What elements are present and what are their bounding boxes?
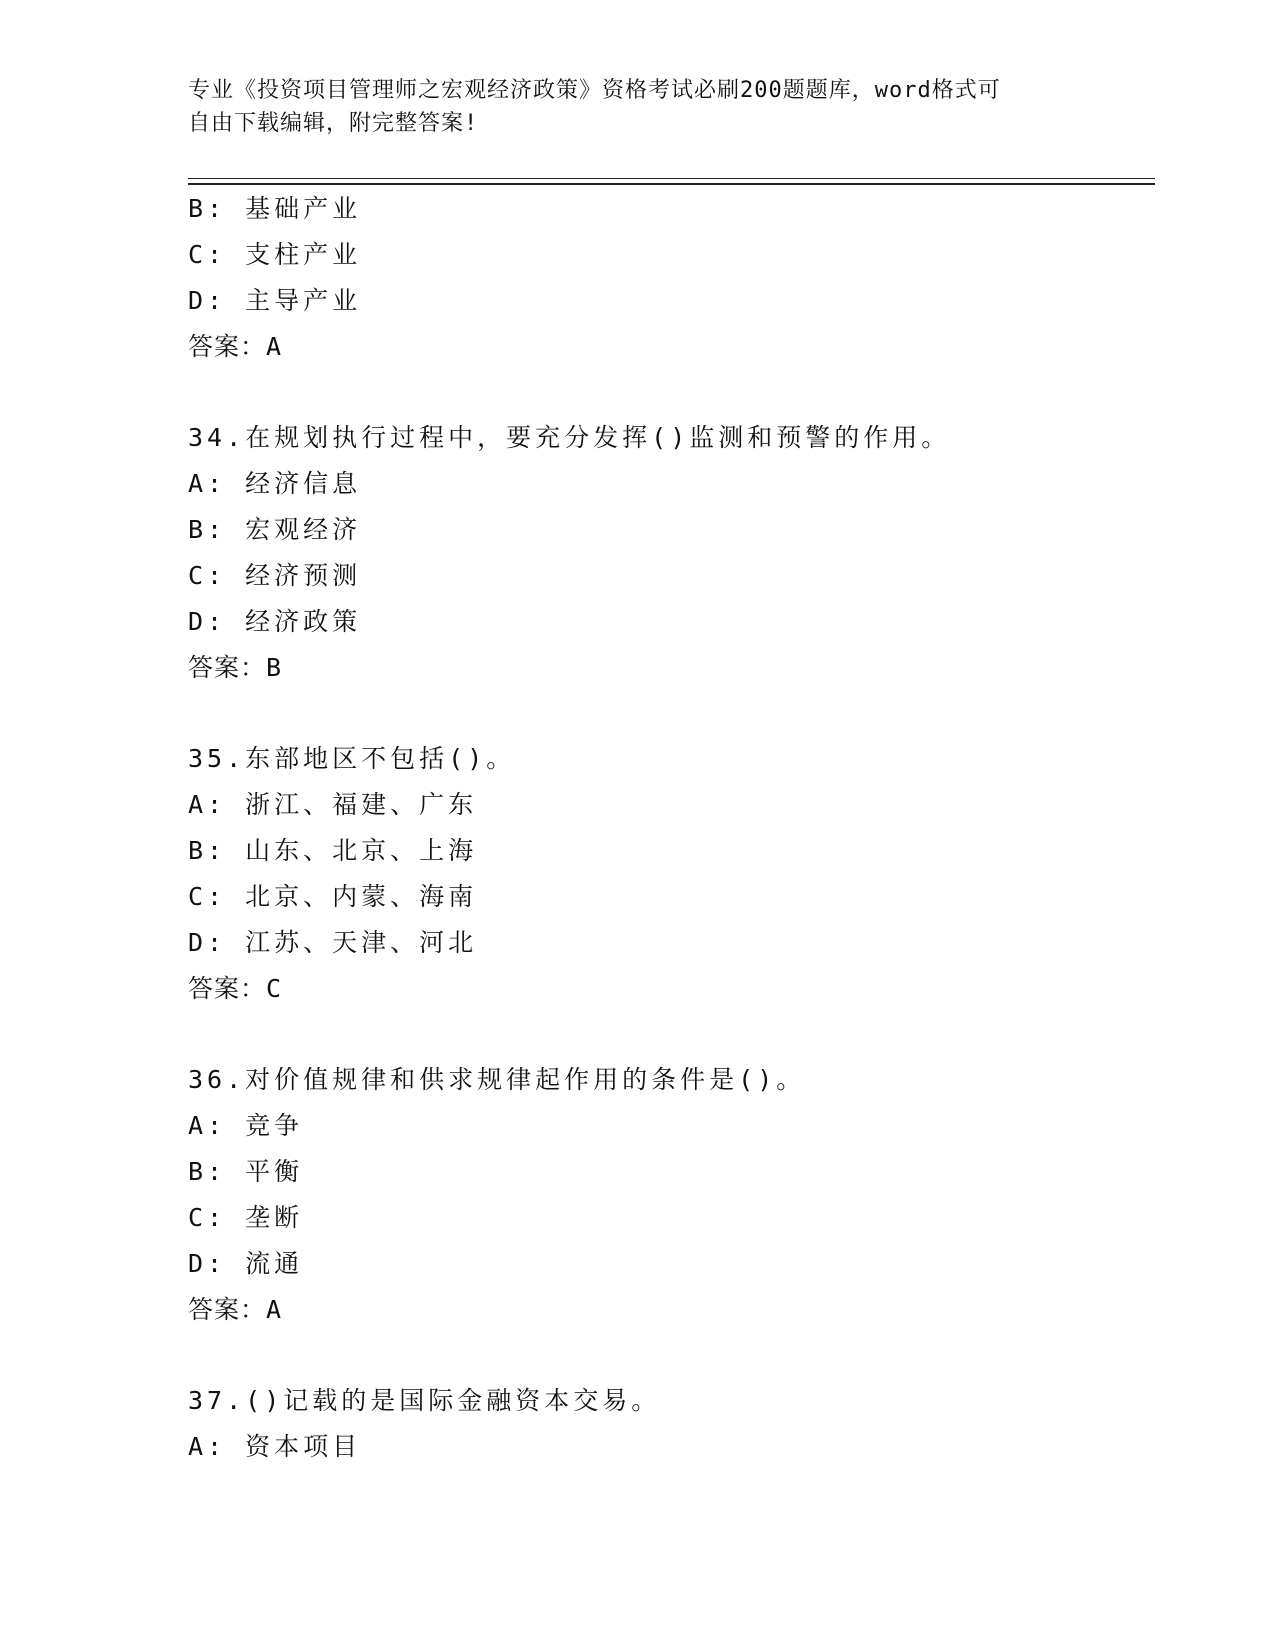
- spacer: [188, 1333, 1148, 1378]
- spacer: [188, 1012, 1148, 1057]
- question-stem: 37.()记载的是国际金融资本交易。: [188, 1386, 661, 1415]
- question-stem: 34.在规划执行过程中，要充分发挥()监测和预警的作用。: [188, 423, 951, 452]
- spacer: [188, 370, 1148, 415]
- answer: 答案：C: [188, 974, 283, 1003]
- option-a: A: 资本项目: [188, 1432, 362, 1461]
- option-b: B: 基础产业: [188, 194, 362, 223]
- option-a: A: 浙江、福建、广东: [188, 790, 478, 819]
- answer: 答案：A: [188, 332, 283, 361]
- header-line-2: 自由下载编辑，附完整答案!: [188, 111, 479, 136]
- option-b: B: 山东、北京、上海: [188, 836, 478, 865]
- header-divider-thick: [188, 183, 1155, 185]
- option-d: D: 主导产业: [188, 286, 362, 315]
- spacer: [188, 691, 1148, 736]
- option-d: D: 江苏、天津、河北: [188, 928, 478, 957]
- question-stem: 35.东部地区不包括()。: [188, 744, 516, 773]
- option-c: C: 垄断: [188, 1203, 304, 1232]
- question-36: [188, 1057, 1148, 1333]
- question-stem: 36.对价值规律和供求规律起作用的条件是()。: [188, 1065, 806, 1094]
- option-d: D: 经济政策: [188, 607, 362, 636]
- question-33-tail: [188, 186, 1148, 370]
- option-b: B: 宏观经济: [188, 515, 362, 544]
- option-c: C: 经济预测: [188, 561, 362, 590]
- header-line-1: 专业《投资项目管理师之宏观经济政策》资格考试必刷200题题库，word格式可: [188, 78, 1001, 103]
- answer: 答案：B: [188, 653, 283, 682]
- option-b: B: 平衡: [188, 1157, 304, 1186]
- header-divider-thin: [188, 178, 1155, 179]
- option-a: A: 经济信息: [188, 469, 362, 498]
- question-list: [188, 186, 1148, 1470]
- document-header: [188, 74, 1088, 140]
- question-37: [188, 1378, 1148, 1470]
- question-34: [188, 415, 1148, 691]
- answer: 答案：A: [188, 1295, 283, 1324]
- option-d: D: 流通: [188, 1249, 304, 1278]
- option-c: C: 北京、内蒙、海南: [188, 882, 478, 911]
- option-a: A: 竞争: [188, 1111, 304, 1140]
- option-c: C: 支柱产业: [188, 240, 362, 269]
- question-35: [188, 736, 1148, 1012]
